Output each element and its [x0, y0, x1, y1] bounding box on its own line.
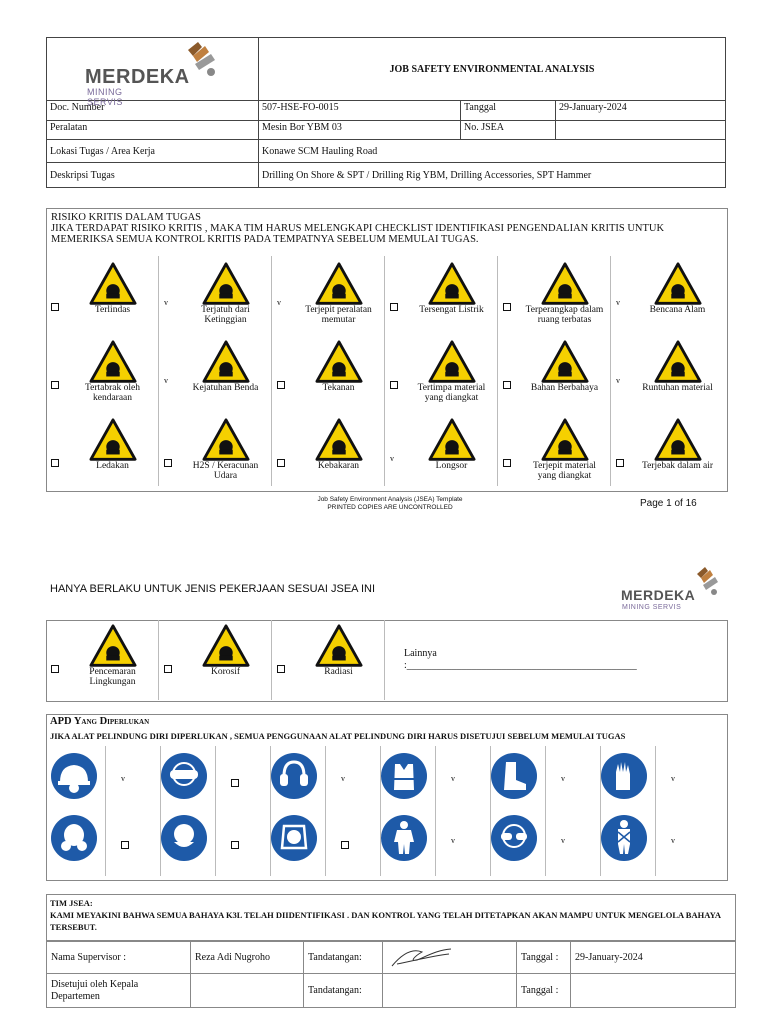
no-jsea-value — [556, 120, 726, 140]
hazard-label: Terlindas — [94, 305, 131, 316]
template-footer-line2: PRINTED COPIES ARE UNCONTROLLED — [327, 504, 453, 511]
hazard-warning-icon — [541, 418, 589, 461]
hazard-warning-icon — [428, 340, 476, 383]
hazard-warning-icon — [541, 340, 589, 383]
critical-hazard-checkbox[interactable] — [164, 454, 172, 472]
lokasi-label: Lokasi Tugas / Area Kerja — [47, 140, 259, 163]
safety-harness-icon — [600, 814, 648, 862]
grid-divider — [105, 746, 106, 876]
critical-hazard-item — [518, 262, 611, 325]
hazard-label-line2: yang diangkat — [424, 393, 479, 404]
critical-hazard-checkbox[interactable] — [277, 376, 285, 394]
critical-hazard-checkbox[interactable] — [277, 454, 285, 472]
critical-hazard-item — [631, 418, 724, 471]
apd-item — [490, 752, 538, 805]
grid-divider — [158, 620, 159, 700]
hazard-label: Pencemaran — [89, 667, 136, 678]
apd-checkbox[interactable]: v — [451, 774, 455, 783]
safety-vest-icon — [380, 752, 428, 800]
critical-hazard-item — [292, 418, 385, 471]
checkbox-square-icon — [390, 303, 398, 311]
grid-divider — [435, 746, 436, 876]
grid-divider — [600, 746, 601, 876]
lainnya-line: :______________________________________________ — [404, 660, 637, 671]
additional-hazard-item — [66, 624, 159, 687]
safety-boots-icon — [490, 752, 538, 800]
hazard-warning-icon — [428, 262, 476, 305]
coverall-icon — [380, 814, 428, 862]
hazard-warning-icon — [89, 340, 137, 383]
safety-glasses-icon — [490, 814, 538, 862]
grid-divider — [610, 256, 611, 486]
logo-subtitle-small: MINING SERVIS — [622, 604, 682, 611]
hazard-label: Terperangkap dalam — [525, 305, 604, 316]
hazard-warning-icon — [89, 624, 137, 667]
critical-hazard-checkbox[interactable] — [503, 454, 511, 472]
hazard-label: H2S / Keracunan — [192, 461, 259, 472]
critical-hazard-checkbox[interactable] — [503, 376, 511, 394]
signature-table — [46, 940, 736, 1008]
critical-hazard-checkbox[interactable]: v — [616, 298, 620, 307]
critical-hazard-item — [179, 418, 272, 481]
grid-divider — [545, 746, 546, 876]
hazard-label: Korosif — [210, 667, 241, 678]
checkbox-square-icon — [51, 303, 59, 311]
grid-divider — [490, 746, 491, 876]
hazard-label-line2: Lingkungan — [89, 677, 136, 688]
approved-label-line1: Disetujui oleh Kepala — [51, 978, 139, 990]
critical-hazard-checkbox[interactable]: v — [164, 298, 168, 307]
ttd-label: Tandatangan: — [304, 941, 383, 974]
hazard-label: Tertimpa material — [417, 383, 486, 394]
hazard-label-line2: yang diangkat — [537, 471, 592, 482]
hazard-label: Terjepit peralatan — [305, 305, 372, 316]
critical-hazard-checkbox[interactable] — [51, 298, 59, 316]
doc-number-value: 507-HSE-FO-0015 — [259, 101, 461, 121]
hazard-label: Tekanan — [322, 383, 355, 394]
checkbox-square-icon — [503, 381, 511, 389]
doc-number-label: Doc. Number — [47, 101, 259, 121]
critical-hazard-item — [179, 262, 272, 325]
peralatan-value: Mesin Bor YBM 03 — [259, 120, 461, 140]
hazard-label: Ledakan — [96, 461, 129, 472]
apd-item — [160, 752, 208, 805]
apd-item — [600, 752, 648, 805]
apd-checkbox[interactable] — [121, 836, 129, 854]
grid-divider — [271, 620, 272, 700]
approved-label — [47, 974, 191, 1008]
additional-hazard-checkbox[interactable] — [164, 660, 172, 678]
logo-cell — [47, 38, 259, 107]
critical-hazard-checkbox[interactable]: v — [164, 376, 168, 385]
checkbox-square-icon — [341, 841, 349, 849]
apd-checkbox[interactable]: v — [451, 836, 455, 845]
apd-checkbox[interactable]: v — [671, 836, 675, 845]
lokasi-value: Konawe SCM Hauling Road — [259, 140, 726, 163]
tanggal-sig-value: 29-January-2024 — [571, 941, 736, 974]
deskripsi-value: Drilling On Shore & SPT / Drilling Rig YBM, Drilling Accessories, SPT Hammer — [259, 163, 726, 188]
hazard-warning-icon — [654, 418, 702, 461]
critical-hazard-item — [631, 262, 724, 315]
grid-divider — [160, 746, 161, 876]
additional-hazard-checkbox[interactable] — [51, 660, 59, 678]
apd-item — [270, 752, 318, 805]
critical-hazard-item — [518, 418, 611, 481]
checkbox-square-icon — [231, 841, 239, 849]
hazard-label: Kejatuhan Benda — [192, 383, 259, 394]
hazard-warning-icon — [654, 262, 702, 305]
apd-title: APD Yang Diperlukan — [50, 716, 150, 727]
deskripsi-label: Deskripsi Tugas — [47, 163, 259, 188]
apd-item — [380, 752, 428, 805]
critical-risk-line2: MEMERIKSA SEMUA KONTROL KRITIS PADA TEMPATNYA SEBELUM MEMULAI TUGAS. — [51, 234, 479, 245]
apd-item — [600, 814, 648, 867]
critical-hazard-checkbox[interactable] — [390, 298, 398, 316]
grid-divider — [497, 256, 498, 486]
critical-hazard-item — [518, 340, 611, 393]
checkbox-square-icon — [277, 381, 285, 389]
grid-divider — [270, 746, 271, 876]
hazard-warning-icon — [89, 418, 137, 461]
hazard-label-line2: memutar — [321, 315, 356, 326]
hazard-label: Kebakaran — [317, 461, 360, 472]
hazard-warning-icon — [202, 418, 250, 461]
critical-hazard-checkbox[interactable]: v — [277, 298, 281, 307]
tanggal-value: 29-January-2024 — [556, 101, 726, 121]
hazard-warning-icon — [315, 418, 363, 461]
critical-risk-line1: JIKA TERDAPAT RISIKO KRITIS , MAKA TIM HARUS MELENGKAPI CHECKLIST IDENTIFIKASI PENGENDALIAN KRITIS UNTUK — [51, 223, 665, 234]
team-statement: KAMI MEYAKINI BAHWA SEMUA BAHAYA K3L TELAH DIIDENTIFIKASI . DAN KONTROL YANG TELAH DITETAPKAN AKAN MAMPU UNTUK MENGELOLA BAHAYA TERSEBUT. — [50, 910, 721, 932]
checkbox-square-icon — [503, 303, 511, 311]
hazard-warning-icon — [315, 340, 363, 383]
hazard-warning-icon — [654, 340, 702, 383]
critical-hazard-checkbox[interactable] — [51, 376, 59, 394]
hazard-warning-icon — [315, 262, 363, 305]
tanggal-sig-label: Tanggal : — [517, 941, 571, 974]
hazard-label: Terjatuh dari — [201, 305, 250, 316]
approved-value — [191, 974, 304, 1008]
critical-hazard-item — [631, 340, 724, 393]
additional-hazard-checkbox[interactable] — [277, 660, 285, 678]
hazard-label: Terjepit material — [533, 461, 596, 472]
checkbox-square-icon — [277, 665, 285, 673]
hazard-warning-icon — [202, 340, 250, 383]
hazard-label-line2: Ketinggian — [204, 315, 247, 326]
signature-cell — [383, 941, 517, 974]
apd-checkbox[interactable]: v — [561, 774, 565, 783]
grid-divider — [325, 746, 326, 876]
critical-hazard-checkbox[interactable]: v — [390, 454, 394, 463]
critical-hazard-checkbox[interactable] — [51, 454, 59, 472]
safety-goggles-icon — [160, 752, 208, 800]
hazard-label: Tersengat Listrik — [419, 305, 484, 316]
template-footer-line1: Job Safety Environment Analysis (JSEA) Template — [317, 496, 463, 503]
apd-item — [50, 752, 98, 805]
apd-checkbox[interactable] — [231, 774, 239, 792]
checkbox-square-icon — [231, 779, 239, 787]
signature-cell-2 — [383, 974, 517, 1008]
checkbox-square-icon — [51, 381, 59, 389]
hazard-label-line2: Udara — [213, 471, 238, 482]
supervisor-value: Reza Adi Nugroho — [191, 941, 304, 974]
apd-checkbox[interactable]: v — [561, 836, 565, 845]
checkbox-square-icon — [121, 841, 129, 849]
critical-risk-header — [51, 212, 721, 245]
page2-heading: HANYA BERLAKU UNTUK JENIS PEKERJAAN SESUAI JSEA INI — [50, 583, 375, 595]
no-jsea-label: No. JSEA — [461, 120, 556, 140]
checkbox-square-icon — [616, 459, 624, 467]
logo-brand: MERDEKA — [85, 66, 190, 88]
gloves-icon — [600, 752, 648, 800]
checkbox-square-icon — [390, 381, 398, 389]
tanggal-sig-label-2: Tanggal : — [517, 974, 571, 1008]
additional-hazard-item — [179, 624, 272, 677]
hazard-label-line2: kendaraan — [92, 393, 133, 404]
hazard-warning-icon — [315, 624, 363, 667]
document-title: JOB SAFETY ENVIRONMENTAL ANALYSIS — [259, 38, 726, 101]
page-number: Page 1 of 16 — [640, 498, 697, 509]
checkbox-square-icon — [164, 459, 172, 467]
critical-hazard-checkbox[interactable] — [616, 454, 624, 472]
checkbox-square-icon — [277, 459, 285, 467]
hazard-warning-icon — [89, 262, 137, 305]
merdeka-logo-small — [621, 566, 731, 614]
critical-hazard-item — [292, 262, 385, 325]
hazard-label: Runtuhan material — [642, 383, 713, 394]
approved-label-line2: Departemen — [51, 990, 100, 1002]
checkbox-square-icon — [51, 459, 59, 467]
checkbox-square-icon — [51, 665, 59, 673]
grid-divider — [158, 256, 159, 486]
grid-divider — [271, 256, 272, 486]
team-title: TIM JSEA: — [50, 898, 93, 908]
hazard-warning-icon — [202, 624, 250, 667]
template-footer — [240, 496, 540, 512]
apd-subtitle: JIKA ALAT PELINDUNG DIRI DIPERLUKAN , SEMUA PENGGUNAAN ALAT PELINDUNG DIRI HARUS DISETUJUI SEBELUM MEMULAI TUGAS — [50, 731, 626, 741]
dust-mask-icon — [160, 814, 208, 862]
handwritten-signature-icon — [387, 944, 457, 970]
hazard-label: Terjebak dalam air — [641, 461, 714, 472]
face-shield-icon — [270, 814, 318, 862]
apd-checkbox[interactable]: v — [671, 774, 675, 783]
grid-divider — [215, 746, 216, 876]
apd-item — [50, 814, 98, 867]
apd-item — [380, 814, 428, 867]
checkbox-square-icon — [503, 459, 511, 467]
hazard-label-line2: ruang terbatas — [537, 315, 592, 326]
hazard-label: Tertabrak oleh — [85, 383, 140, 394]
peralatan-label: Peralatan — [47, 120, 259, 140]
critical-hazard-item — [292, 340, 385, 393]
hazard-warning-icon — [428, 418, 476, 461]
hazard-label: Bahan Berbahaya — [530, 383, 599, 394]
ear-protection-icon — [270, 752, 318, 800]
grid-divider — [380, 746, 381, 876]
checkbox-square-icon — [164, 665, 172, 673]
grid-divider — [384, 620, 385, 700]
hazard-label: Radiasi — [324, 667, 353, 678]
critical-risk-title: RISIKO KRITIS DALAM TUGAS — [51, 212, 202, 223]
lainnya-label: Lainnya — [404, 648, 437, 659]
apd-checkbox[interactable] — [341, 836, 349, 854]
apd-item — [160, 814, 208, 867]
critical-hazard-item — [66, 418, 159, 471]
logo-subtitle: MINING SERVIS — [87, 87, 123, 107]
tanggal-sig-value-2 — [571, 974, 736, 1008]
critical-hazard-checkbox[interactable]: v — [616, 376, 620, 385]
critical-hazard-item — [405, 262, 498, 315]
critical-hazard-checkbox[interactable] — [390, 376, 398, 394]
hazard-label: Bencana Alam — [649, 305, 706, 316]
respirator-icon — [50, 814, 98, 862]
hazard-warning-icon — [541, 262, 589, 305]
apd-item — [270, 814, 318, 867]
critical-hazard-item — [405, 340, 498, 403]
ttd-label-2: Tandatangan: — [304, 974, 383, 1008]
hard-hat-icon — [50, 752, 98, 800]
critical-hazard-checkbox[interactable] — [503, 298, 511, 316]
additional-hazard-item — [292, 624, 385, 677]
grid-divider — [655, 746, 656, 876]
critical-hazard-item — [66, 262, 159, 315]
hazard-warning-icon — [202, 262, 250, 305]
supervisor-label: Nama Supervisor : — [47, 941, 191, 974]
critical-hazard-item — [179, 340, 272, 393]
apd-checkbox[interactable]: v — [121, 774, 125, 783]
header-table — [46, 37, 726, 188]
apd-item — [490, 814, 538, 867]
critical-hazard-item — [66, 340, 159, 403]
logo-brand-small: MERDEKA — [621, 587, 696, 603]
hazard-label: Longsor — [435, 461, 468, 472]
apd-checkbox[interactable]: v — [341, 774, 345, 783]
grid-divider — [384, 256, 385, 486]
critical-hazard-item — [405, 418, 498, 471]
apd-checkbox[interactable] — [231, 836, 239, 854]
tanggal-label: Tanggal — [461, 101, 556, 121]
